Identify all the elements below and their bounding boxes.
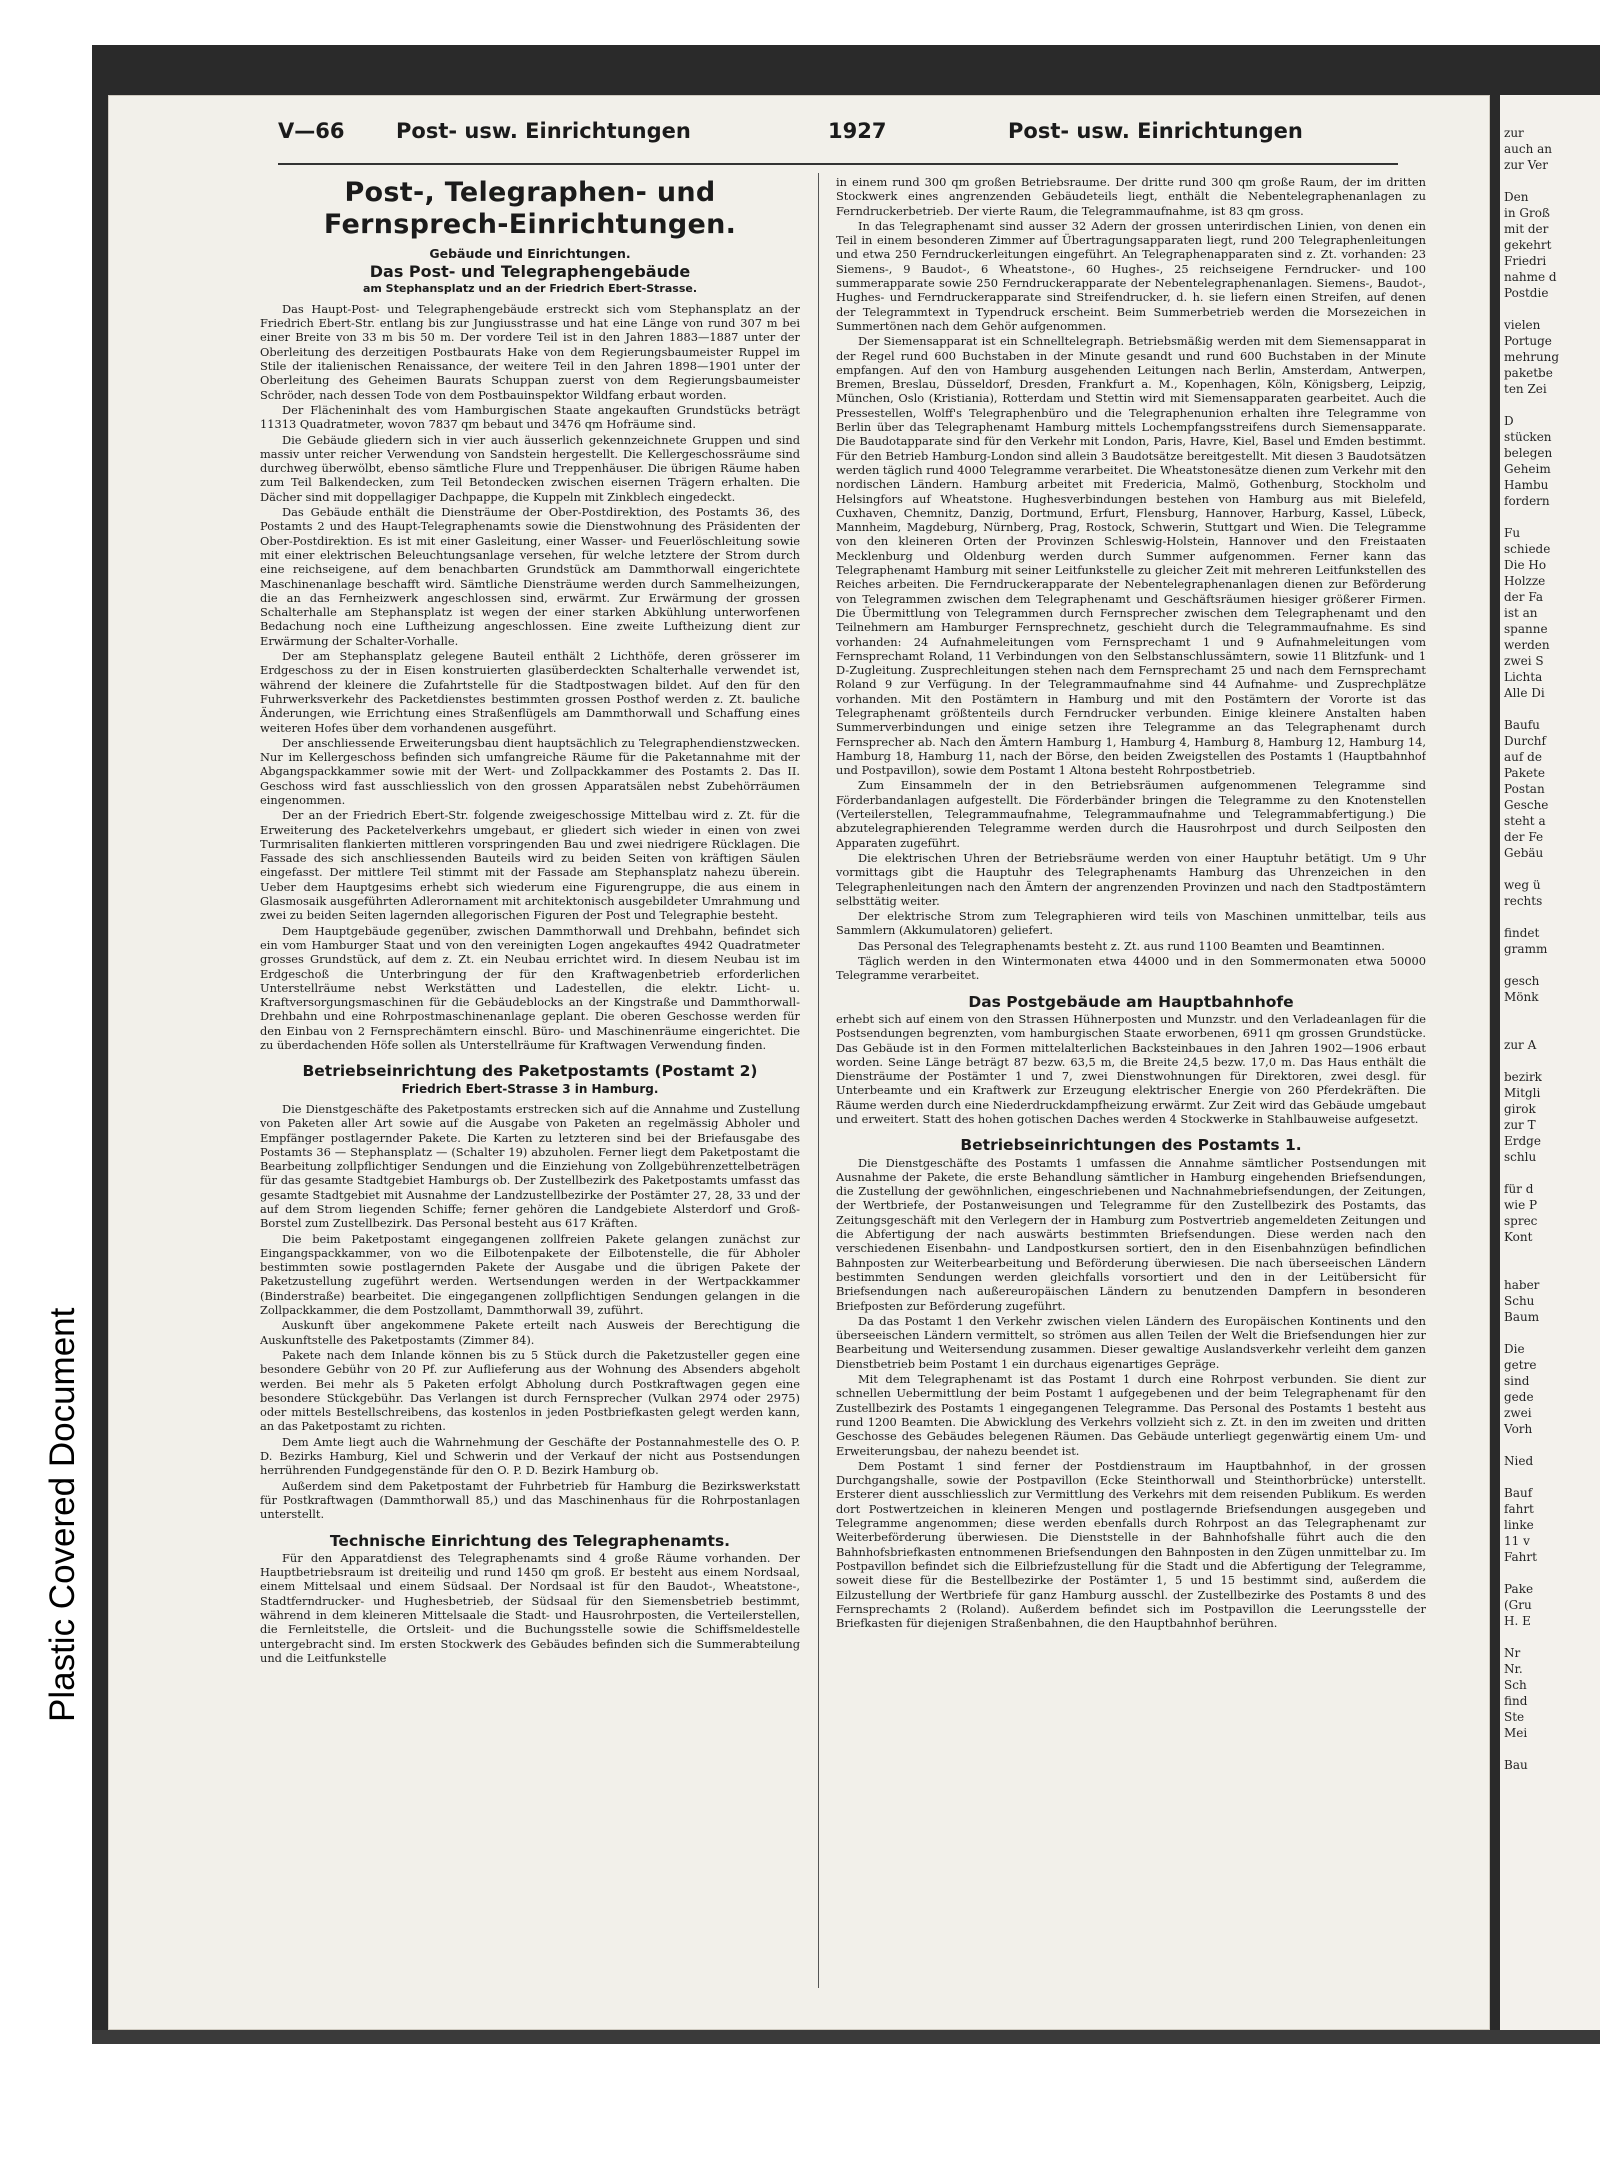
neighbor-page-fragment: haber	[1504, 1278, 1540, 1292]
header-rule	[278, 163, 1398, 165]
neighbor-page-fragment	[1500, 909, 1600, 925]
neighbor-page-fragment: Bau	[1504, 1758, 1528, 1772]
neighbor-page-fragment: rechts	[1504, 894, 1543, 908]
neighbor-page-fragment: Ste	[1504, 1710, 1525, 1724]
neighbor-page-fragment	[1500, 1629, 1600, 1645]
neighbor-page-fragment: zwei S	[1504, 654, 1544, 668]
neighbor-page-fragment: weg ü	[1504, 878, 1541, 892]
neighbor-page-fragment: belegen	[1504, 446, 1553, 460]
neighbor-page-fragment	[1500, 1005, 1600, 1021]
neighbor-page-fragment: Fahrt	[1504, 1550, 1537, 1564]
neighbor-page-fragment: Durchf	[1504, 734, 1546, 748]
neighbor-page-fragment: sind	[1504, 1374, 1530, 1388]
paragraph: Das Personal des Telegraphenamts besteht z. Zt. aus rund 1100 Beamten und Beamtinnen.	[858, 938, 1385, 953]
neighbor-page-fragment: schlu	[1504, 1150, 1537, 1164]
neighbor-page-fragment: steht a	[1504, 814, 1546, 828]
paragraph: Der anschliessende Erweiterungsbau dient hauptsächlich zu Telegraphendienstzwecken. Nur im Kellergeschoss befinden sich umfangreiche Räume für die Paketannahme mit der Abgangspackkammer sowie mit der Wert- und Zollpackkammer des Postamts 2. Das II. Geschoss wird fast ausschliesslich von den grossen Apparatsälen nebst Zubehörräumen eingenommen.	[260, 735, 800, 807]
neighbor-page-fragment: ten Zei	[1504, 382, 1547, 396]
neighbor-page-fragment: der Fa	[1504, 590, 1543, 604]
neighbor-page-fragment: Den	[1504, 190, 1529, 204]
bahnhof-section-heading: Das Postgebäude am Hauptbahnhofe	[968, 992, 1294, 1011]
neighbor-page-fragment: zur	[1504, 126, 1524, 140]
neighbor-page-fragment: Die Ho	[1504, 558, 1547, 572]
neighbor-page-fragment: Kont	[1504, 1230, 1533, 1244]
building-heading: Das Post- und Telegraphengebäude	[369, 262, 691, 282]
neighbor-page-fragment: Hambu	[1504, 478, 1549, 492]
neighbor-page-fragment	[1500, 1741, 1600, 1757]
right-column	[836, 175, 1426, 1985]
neighbor-page-fragment	[1500, 861, 1600, 877]
neighbor-page-fragment	[1500, 1053, 1600, 1069]
neighbor-page-fragment	[1500, 301, 1600, 317]
neighbor-page-fragment: Pake	[1504, 1582, 1534, 1596]
paragraph: Der elektrische Strom zum Telegraphieren wird teils von Maschinen unmittelbar, teils aus Sammlern (Akkumulatoren) geliefert.	[836, 909, 1426, 938]
paragraph: Für den Apparatdienst des Telegraphenamts sind 4 große Räume vorhanden. Der Hauptbetriebsraum ist dreiteilig und rund 1450 qm groß. Er besteht aus einem Nordsaal, einem Mittelsaal und einem Südsaal. Der Nordsaal ist für den Baudot-, Wheatstone-, Stadtferndrucker- und Hughesbetrieb, der Südsaal für den Siemensbetrieb bestimmt, während in dem kleineren Mittelsaale die Stadt- und Hausrohrposten, die Verteilerstellen, die Fernleitstelle, die Ortsleit- und die Buchungsstelle sowie die Schiffsmeldestelle untergebracht sind. Im ersten Stockwerk des Gebäudes befinden sich die Summerabteilung und die Leitfunkstelle	[260, 1550, 800, 1665]
neighbor-page-fragment: bezirk	[1504, 1070, 1542, 1084]
running-title-right: Post- usw. Einrichtungen	[1008, 119, 1303, 143]
neighbor-page-fragment: Holzze	[1504, 574, 1546, 588]
neighbor-page-fragment: gesch	[1504, 974, 1540, 988]
neighbor-page-fragment: zwei	[1504, 1406, 1532, 1420]
neighbor-page-fragment: Alle Di	[1504, 686, 1545, 700]
neighbor-page-fragment	[1500, 509, 1600, 525]
neighbor-page-fragment: Fu	[1504, 526, 1521, 540]
neighbor-page-fragment: mehrung	[1504, 350, 1560, 364]
postamt1-section-heading: Betriebseinrichtungen des Postamts 1.	[960, 1136, 1302, 1155]
paket-section-heading: Betriebseinrichtung des Paketpostamts (Postamt 2)	[302, 1062, 758, 1081]
neighbor-page-fragment: findet	[1504, 926, 1540, 940]
neighbor-page-fragment: stücken	[1504, 430, 1552, 444]
neighbor-page-fragment: girok	[1504, 1102, 1536, 1116]
neighbor-page-fragment: linke	[1504, 1518, 1534, 1532]
paket-section-subheading: Friedrich Ebert-Strasse 3 in Hamburg.	[401, 1081, 659, 1096]
neighbor-page-fragment: auch an	[1504, 142, 1553, 156]
neighbor-page-fragment: der Fe	[1504, 830, 1544, 844]
paragraph: Die beim Paketpostamt eingegangenen zollfreien Pakete gelangen zunächst zur Eingangspackkammer, von wo die Eilbotenpakete der Eilbotenstelle, die für Abholer bestimmten sowie postlagernden Pakete der Ausgabe und die übrigen Pakete der Paketzustellung zugeführt werden. Wertsendungen werden in der Wertpackkammer (Binderstraße) bearbeitet. Die eingegangenen zollpflichtigen Sendungen gelangen in die Zollpackkammer, die dem Postzollamt, Dammthorwall 39, zuführt.	[260, 1231, 800, 1318]
paragraph: Das Haupt-Post- und Telegraphengebäude erstreckt sich vom Stephansplatz an der Friedrich Ebert-Str. entlang bis zur Jungiusstrasse und hat eine Länge von rund 307 m bei einer Breite von 33 m bis 50 m. Der vordere Teil ist in den Jahren 1883—1887 unter der Oberleitung des derzeitigen Postbaurats Hake von dem Regierungsbaumeister Ruppel im Stile der italienischen Renaissance, der weitere Teil in den Jahren 1898—1901 unter der Oberleitung des Geheimen Baurats Schuppan zuerst von dem Regierungsbaumeister Schröder, nach dessen Tode von dem Postbauinspektor Wildfang erbaut worden.	[260, 301, 800, 402]
neighbor-page-fragment: Nied	[1504, 1454, 1534, 1468]
neighbor-page-fragment: nahme d	[1504, 270, 1557, 284]
neighbor-page-fragment: sprec	[1504, 1214, 1538, 1228]
neighbor-page-fragment: fordern	[1504, 494, 1550, 508]
neighbor-page-fragment: schiede	[1504, 542, 1551, 556]
neighbor-page-fragment: in Groß	[1504, 206, 1550, 220]
paragraph: Zum Einsammeln der in den Betriebsräumen aufgenommenen Telegramme sind Förderbandanlagen aufgestellt. Die Förderbänder bringen die Telegramme zu den Knotenstellen (Verteilerstellen, Telegrammaufnahme, Telegrammaufnahme und Telegrammabfertigung.) Die abzutelegraphierenden Telegramme werden durch die Hausrohrpost und durch Seilposten den Apparaten zugeführt.	[836, 778, 1426, 850]
neighbor-page-fragment: Baufu	[1504, 718, 1540, 732]
scanner-bottom-edge	[92, 2030, 1600, 2044]
neighbor-page-fragment: auf de	[1504, 750, 1542, 764]
neighbor-page-fragment: Postan	[1504, 782, 1545, 796]
neighbor-page-fragment	[1500, 1437, 1600, 1453]
column-divider	[818, 173, 819, 1988]
paragraph: erhebt sich auf einem von den Strassen Hühnerposten und Munzstr. und den Verladeanlagen für die Postsendungen begrenzten, vom hamburgischen Staate erworbenen, 6911 qm grossen Grundstücke. Das Gebäude ist in den Formen mittelalterlichen Backsteinbaues in den Jahren 1902—1906 erbaut worden. Seine Länge beträgt 87 bezw. 63,5 m, die Breite 24,5 bezw. 17,0 m. Das Haus enthält die Diensträume der Postämter 1 und 7, zwei Dienstwohnungen für Direktoren, zwei desgl. für Unterbeamte und ein Kraftwerk zur Erzeugung elektrischer Energie von 260 Pferdekräften. Die Räume werden durch eine Niederdruckdampfheizung erwärmt. Zur Zeit wird das Gebäude umgebaut und erweitert. Statt des hohen gotischen Daches werden 4 Stockwerke in Stahlbauweise aufgesetzt.	[836, 1011, 1426, 1126]
paragraph: In das Telegraphenamt sind ausser 32 Adern der grossen unterirdischen Linien, von denen ein Teil in einem besonderen Zimmer auf Übertragungsapparaten liegt, rund 200 Telegraphenleitungen und etwa 250 Ferndruckerleitungen eingeführt. An Telegraphenapparaten sind z. Zt. vorhanden: 23 Siemens-, 9 Baudot-, 6 Wheatstone-, 60 Hughes-, 25 reichseigene Ferndrucker- und 100 summerapparate sowie 250 Ferndruckerapparate der Nebentelegraphenanlagen. Siemens-, Baudot-, Hughes- und Ferndruckerapparate sind Streifendrucker, d. h. sie liefern einen Streifen, auf denen der Telegrammtext in Typendruck erscheint. Beim Summerbetrieb werden die Morsezeichen in Summertönen nach dem Gehör aufgenommen.	[836, 218, 1426, 333]
left-column	[260, 175, 800, 1985]
neighbor-page-fragment: Vorh	[1504, 1422, 1533, 1436]
paragraph: Der am Stephansplatz gelegene Bauteil enthält 2 Lichthöfe, deren grösserer im Erdgeschoss zu der in Eisen konstruierten glasüberdeckten Schalterhalle verwendet ist, während der kleinere die Zufahrtstelle für die Stadtpostwagen bildet. Auf den für den Fuhrwerksverkehr des Packetdienstes bestimmten grossen Posthof werden z. Zt. bauliche Änderungen, wie Errichtung eines Straßenflügels am Dammthorwall und Schaffung eines weiteren Hofes über dem vorhandenen ausgeführt.	[260, 649, 800, 735]
neighbor-page-fragment	[1500, 1165, 1600, 1181]
neighbor-page-fragment: Lichta	[1504, 670, 1543, 684]
paragraph: Außerdem sind dem Paketpostamt der Fuhrbetrieb für Hamburg die Bezirkswerkstatt für Postkraftwagen (Dammthorwall 85,) und das Maschinenhaus für die Rohrpostanlagen unterstellt.	[260, 1478, 800, 1522]
running-title-left: Post- usw. Einrichtungen	[396, 119, 691, 143]
paragraph: Die Gebäude gliedern sich in vier auch äusserlich gekennzeichnete Gruppen und sind massiv unter reicher Verwendung von Sandstein hergestellt. Die Kellergeschossräume sind durchweg überwölbt, ebenso sämtliche Flure und Treppenhäuser. Die übrigen Räume haben zum Teil Balkendecken, zum Teil Betondecken zwischen eisernen Trägern erhalten. Die Dächer sind mit doppellagiger Dachpappe, die Kuppeln mit Zinkblech eingedeckt.	[260, 432, 800, 504]
neighbor-page-fragment: vielen	[1504, 318, 1541, 332]
neighbor-page-fragment: mit der	[1504, 222, 1549, 236]
neighbor-page-fragment: ist an	[1504, 606, 1538, 620]
paragraph: Die Dienstgeschäfte des Paketpostamts erstrecken sich auf die Annahme und Zustellung von Paketen aller Art sowie auf die Ausgabe von Paketen an regelmässig Abholer und Empfänger postlagernder Pakete. Die Karten zu letzteren sind bei der Briefausgabe des Postamts 36 — Stephansplatz — (Schalter 19) abzuholen. Ferner liegt dem Paketpostamt die Bearbeitung zollpflichtiger Sendungen und die Einziehung von Zollgebührenzettelbeträgen für das gesamte Stadtgebiet Hamburgs ob. Der Zustellbezirk des Paketpostamts umfasst das gesamte Stadtgebiet mit Ausnahme der Landzustellbezirke der Postämter 27, 28, 33 und der auf dem Strom liegenden Schiffe; ferner gehören die Landgebiete Alsterdorf und Groß-Borstel zum Zustellbezirk. Das Personal besteht aus 617 Kräften.	[260, 1101, 800, 1231]
neighbor-page-fragment: Bauf	[1504, 1486, 1533, 1500]
neighbor-page-fragment: Schu	[1504, 1294, 1535, 1308]
neighbor-page-fragment: spanne	[1504, 622, 1548, 636]
year-heading: 1927	[828, 119, 887, 143]
neighbor-page-fragment: wie P	[1504, 1198, 1538, 1212]
paragraph: Pakete nach dem Inlande können bis zu 5 Stück durch die Paketzusteller gegen eine besondere Gebühr von 20 Pf. zur Auflieferung aus der Wohnung des Absenders abgeholt werden. Bei mehr als 5 Paketen erfolgt Abholung durch Postkraftwagen gegen eine besondere Stückgebühr. Das Verlangen ist durch Fernsprecher (Vulkan 2974 oder 2975) oder mittels Bestellschreibens, das kostenlos in jeden Postbriefkasten gelegt werden kann, an das Paketpostamt zu richten.	[260, 1347, 800, 1434]
neighbor-page-fragment	[1500, 173, 1600, 189]
neighbor-page-fragment: Geheim	[1504, 462, 1551, 476]
paragraph: Mit dem Telegraphenamt ist das Postamt 1 durch eine Rohrpost verbunden. Sie dient zur schnellen Uebermittlung der beim Postamt 1 aufgegebenen und der beim Telegraphenamt für den Zustellbezirk des Postamts 1 eingegangenen Telegramme. Das Personal des Postamts 1 besteht aus rund 1200 Beamten. Die Abwicklung des Verkehrs vollzieht sich z. Zt. in den im zweiten und dritten Geschosse des Gebäudes belegenen Räumen. Das Gebäude unterliegt gegenwärtig einem Um- und Erweiterungsbau, der nahezu beendet ist.	[836, 1372, 1426, 1458]
neighbor-page-fragment: (Gru	[1504, 1598, 1532, 1612]
neighbor-page-fragment	[1500, 701, 1600, 717]
neighbor-page-fragment: für d	[1504, 1182, 1534, 1196]
paragraph: Die elektrischen Uhren der Betriebsräume werden von einer Hauptuhr betätigt. Um 9 Uhr vormittags gibt die Hauptuhr des Telegraphenamts Hamburg das Uhrenzeichen in den Telegraphenleitungen nach den Ämtern der angrenzenden Provinzen und nach den Stadtpostämtern selbsttätig weiter.	[836, 850, 1426, 908]
neighbor-page-fragment: Mei	[1504, 1726, 1528, 1740]
neighbor-page-fragment: Nr.	[1504, 1662, 1523, 1676]
paragraph: Dem Amte liegt auch die Wahrnehmung der Geschäfte der Postannahmestelle des O. P. D. Bezirks Hamburg, Kiel und Schwerin und der Verkauf der nicht aus Postsendungen herrührenden Fundgegenstände für den O. P. D. Bezirk Hamburg ob.	[260, 1434, 800, 1478]
neighbor-page-fragment: Sch	[1504, 1678, 1527, 1692]
document-page	[108, 95, 1490, 2030]
neighbor-page-fragment: Gebäu	[1504, 846, 1544, 860]
neighbor-page-fragment: zur A	[1504, 1038, 1537, 1052]
neighbor-page-fragment: werden	[1504, 638, 1550, 652]
paragraph: Auskunft über angekommene Pakete erteilt nach Ausweis der Berechtigung die Auskunftstelle des Paketpostamts (Zimmer 84).	[260, 1318, 800, 1347]
neighbor-page-fragment: D	[1504, 414, 1514, 428]
neighbor-page-fragment: zur Ver	[1504, 158, 1549, 172]
neighbor-page-fragment	[1500, 1245, 1600, 1261]
paragraph: Das Gebäude enthält die Diensträume der Ober-Postdirektion, des Postamts 36, des Postamts 2 und des Haupt-Telegraphenamts sowie die Dienstwohnung des Präsidenten der Ober-Postdirektion. Es ist mit einer Gasleitung, einer Wasser- und Feuerlöschleitung sowie mit einer elektrischen Beleuchtungsanlage versehen, für welche letztere der Strom durch eine reichseigene, auf dem benachbarten Grundstück am Dammthorwall eingerichtete Maschinenanlage beschafft wird. Sämtliche Diensträume werden durch Sammelheizungen, die an das Fernheizwerk angeschlossen sind, erwärmt. Zur Erwärmung der grossen Schalterhalle am Stephansplatz ist wegen der einer starken Abkühlung unterworfenen Bedachung noch eine Luftheizung angeschlossen. Eine zweite Luftheizung dient zur Erwärmung der Schalter-Vorhalle.	[260, 505, 800, 648]
neighbor-page-fragment: gramm	[1504, 942, 1548, 956]
neighbor-page-strip	[1500, 95, 1600, 2030]
neighbor-page-fragment	[1500, 1565, 1600, 1581]
main-title-line-1: Post-, Telegraphen- und	[344, 177, 716, 208]
neighbor-page-fragment: Erdge	[1504, 1134, 1541, 1148]
neighbor-page-fragment: H. E	[1504, 1614, 1531, 1628]
neighbor-page-fragment: Mitgli	[1504, 1086, 1541, 1100]
neighbor-page-fragment: Pakete	[1504, 766, 1545, 780]
tech-section-heading: Technische Einrichtung des Telegraphenamts.	[329, 1531, 731, 1550]
plastic-covered-label: Plastic Covered Document	[43, 1307, 82, 1722]
neighbor-page-fragment: getre	[1504, 1358, 1537, 1372]
building-subheading: am Stephansplatz und an der Friedrich Ebert-Strasse.	[362, 281, 698, 295]
paragraph: Der Flächeninhalt des vom Hamburgischen Staate angekauften Grundstücks beträgt 11313 Quadratmeter, wovon 7837 qm bebaut und 3476 qm Hofräume sind.	[260, 402, 800, 432]
neighbor-page-fragment	[1500, 1261, 1600, 1277]
neighbor-page-fragment: Friedri	[1504, 254, 1547, 268]
neighbor-page-fragment: gekehrt	[1504, 238, 1552, 252]
neighbor-page-fragment: zur T	[1504, 1118, 1536, 1132]
running-head	[108, 115, 1490, 151]
neighbor-page-fragment	[1500, 397, 1600, 413]
neighbor-page-fragment: Baum	[1504, 1310, 1540, 1324]
page-number: V—66	[278, 119, 345, 143]
paragraph: Der an der Friedrich Ebert-Str. folgende zweigeschossige Mittelbau wird z. Zt. für die Erweiterung des Packetelverkehrs umgebaut, er gliedert sich wieder in einen von zwei Turmrisaliten flankierten mittleren vorspringenden Bau und zwei niedrigere Rücklagen. Die Fassade des sich anschliessenden Bauteils wird zu beiden Seiten von kräftigen Säulen eingefasst. Der mittlere Teil stimmt mit der Fassade am Stephansplatz nahezu überein. Ueber dem Hauptgesims erhebt sich wiederum eine Figurengruppe, die aus einem in Glasmosaik ausgeführten Adlerornament mit architektonisch ausgebildeter Umrahmung und zwei zu beiden Seiten lagernden allegorischen Figuren der Post und Telegraphie besteht.	[260, 808, 800, 923]
neighbor-page-fragment: Portuge	[1504, 334, 1552, 348]
neighbor-page-text	[1500, 95, 1600, 1773]
neighbor-page-fragment: find	[1504, 1694, 1528, 1708]
subtitle: Gebäude und Einrichtungen.	[429, 246, 631, 261]
neighbor-page-fragment: Gesche	[1504, 798, 1549, 812]
neighbor-page-fragment: fahrt	[1504, 1502, 1534, 1516]
neighbor-page-fragment: paketbe	[1504, 366, 1553, 380]
neighbor-page-fragment: Mönk	[1504, 990, 1539, 1004]
paragraph: Dem Postamt 1 sind ferner der Postdienstraum im Hauptbahnhof, in der grossen Durchgangshalle, sowie der Postpavillon (Ecke Steinthorwall und Steinthorbrücke) unterstellt. Ersterer dient ausschliesslich zur Vermittlung des Verkehrs mit dem reisenden Publikum. Es werden dort Postwertzeichen in kleineren Mengen und postlagernde Briefsendungen ausgegeben und Telegramme angenommen; diese werden ebenfalls durch Rohrpost an das Telegraphenamt zur Weiterbeförderung überwiesen. Die Dienststelle in der Bahnhofshalle führt auch die den Bahnhofsbriefkasten entnommenen Briefsendungen den Bahnposten in den Zügen unmittelbar zu. Im Postpavillon befindet sich die Eilbriefzustellung für die Stadt und die Abfertigung der Telegramme, soweit diese für die Bestellbezirke der Postämter 1, 5 und 15 bestimmt sind, außerdem die Eilzustellung der Wertbriefe für ganz Hamburg ausschl. der Zustellbezirke des Postamts 8 und des Fernsprechamts 2 (Roland). Außerdem befindet sich im Postpavillon die Leerungsstelle der Briefkasten für diejenigen Straßenbahnen, die den Hauptbahnhof berühren.	[836, 1458, 1426, 1631]
main-title	[260, 177, 800, 241]
neighbor-page-fragment	[1500, 1325, 1600, 1341]
neighbor-page-fragment: Nr	[1504, 1646, 1521, 1660]
paragraph: Dem Hauptgebäude gegenüber, zwischen Dammthorwall und Drehbahn, befindet sich ein vom Hamburger Staat und von den vereinigten Logen angekauftes 4942 Quadratmeter grosses Grundstück, auf dem z. Zt. ein Neubau errichtet wird. In diesem Neubau ist im Erdgeschoß die Unterbringung der für den Kraftwagenbetrieb erforderlichen Unterstellräume nebst Werkstätten und Ladestellen, die elektr. Licht- u. Kraftversorgungsmaschinen für die Gebäudeblocks an der Kingstraße und Dammthorwall-Drehbahn und eine Rohrpostmaschinenanlage geplant. Die oberen Geschosse werden für den Einbau von 2 Fernsprechämtern einschl. Büro- und Maschinenräume eingerichtet. Die zu überdachenden Höfe sollen als Unterstellräume für Kraftwagen Verwendung finden.	[260, 923, 800, 1053]
paragraph: Die Dienstgeschäfte des Postamts 1 umfassen die Annahme sämtlicher Postsendungen mit Ausnahme der Pakete, die erste Behandlung sämtlicher in Hamburg eingehenden Briefsendungen, die Zustellung der gewöhnlichen, eingeschriebenen und Nachnahmebriefsendungen, der Zeitungen, der Wertbriefe, der Postanweisungen und Telegramme für den Zustellbezirk des Postamts, das Zeitungsgeschäft mit den Verlegern der in Hamburg zum Postvertrieb angemeldeten Zeitungen und die Abfertigung der nach auswärts bestimmten Briefsendungen. Diese werden nach den verschiedenen Eisenbahn- und Landpostkursen sortiert, den in den Eisenbahnzügen befindlichen Bahnposten zur Weiterbearbeitung und Beförderung überwiesen. Die nach überseeischen Ländern bestimmten Sendungen werden gleichfalls vorsortiert und den in der Leitübersicht für Briefsendungen nach außereuropäischen Ländern zu benutzenden Dampfern in besonderen Briefposten zur Beförderung zugeführt.	[836, 1155, 1426, 1313]
paragraph: in einem rund 300 qm großen Betriebsraume. Der dritte rund 300 qm große Raum, der im dritten Stockwerk eines angrenzenden Gebäudeteils liegt, enthält die Nebentelegraphenanlagen zu Ferndruckerbetrieb. Der vierte Raum, die Telegrammaufnahme, ist 83 qm gross.	[836, 175, 1426, 218]
neighbor-page-fragment: gede	[1504, 1390, 1534, 1404]
paragraph: Da das Postamt 1 den Verkehr zwischen vielen Ländern des Europäischen Kontinents und den überseeischen Ländern vermittelt, so strömen aus allen Teilen der Welt die Briefsendungen hier zur Bearbeitung und Weitersendung zusammen. Dieser gewaltige Auslandsverkehr verleiht dem ganzen Dienstbetrieb beim Postamt 1 ein durchaus eigenartiges Gepräge.	[836, 1313, 1426, 1371]
neighbor-page-fragment	[1500, 1469, 1600, 1485]
neighbor-page-fragment	[1500, 957, 1600, 973]
neighbor-page-fragment: 11 v	[1504, 1534, 1530, 1548]
neighbor-page-fragment: Postdie	[1504, 286, 1549, 300]
neighbor-page-fragment: Die	[1504, 1342, 1525, 1356]
paragraph: Der Siemensapparat ist ein Schnelltelegraph. Betriebsmäßig werden mit dem Siemensapparat in der Regel rund 600 Buchstaben in der Minute gesandt und rund 600 Buchstaben in der Minute empfangen. Auf den von Hamburg ausgehenden Leitungen nach Berlin, Amsterdam, Antwerpen, Bremen, Breslau, Düsseldorf, Dresden, Frankfurt a. M., Kopenhagen, Köln, Königsberg, Leipzig, München, Oslo (Kristiania), Rotterdam und Stettin wird mit Siemensapparaten gearbeitet. Auch die Pressestellen, Wolff's Telegraphenbüro und die Telegraphenunion erhalten ihre Telegramme von Berlin über das Telegraphenamt Hamburg mittels Lochempfangsstreifens durch Siemensapparate. Die Baudotapparate sind für den Verkehr mit London, Paris, Havre, Kiel, Basel und Emden bestimmt. Für den Betrieb Hamburg-London sind allein 3 Baudotsätze bereitgestellt. Mit diesen 3 Baudotsätzen werden täglich rund 4000 Telegramme verarbeitet. Die Wheatstonesätze dienen zum Verkehr mit den nordischen Ländern. Hamburg arbeitet mit Fredericia, Malmö, Gothenburg, Stockholm und Helsingfors auf Wheatstone. Hughesverbindungen bestehen von Hamburg aus mit Bielefeld, Cuxhaven, Chemnitz, Danzig, Dortmund, Erfurt, Flensburg, Hannover, Harburg, Kassel, Lübeck, Mannheim, Magdeburg, Nürnberg, Prag, Rostock, Schwerin, Stuttgart und Wien. Die Telegramme von den kleineren Orten der Provinzen Schleswig-Holstein, Hannover und den Freistaaten Mecklenburg und Oldenburg werden durch Summer aufgenommen. Ferner kann das Telegraphenamt Hamburg mit seiner Leitfunkstelle zu gleicher Zeit mit mehreren Leitfunkstellen des Reiches arbeiten. Die Ferndruckerapparate der Nebentelegraphenanlagen dienen zur Beförderung von Telegrammen zwischen dem Telegraphenamt und Geschäftsräumen hiesiger größerer Firmen. Die Übermittlung von Telegrammen durch Fernsprecher zwischen dem Telegraphenamt und den Teilnehmern am Hamburger Fernsprechnetz, geschieht durch die Telegrammaufnahme. Es sind vorhanden: 24 Aufnahmeleitungen vom Fernsprechamt 1 und 9 Aufnahmeleitungen vom Fernsprechamt Roland, 11 Verbindungen von den Selbstanschlussämtern, sowie 11 Blitzfunk- und 1 D-Zugleitung. Zusprechleitungen stehen nach dem Fernsprechamt 25 und nach dem Fernsprechamt Roland 9 zur Verfügung. In der Telegrammaufnahme sind 44 Aufnahme- und Zusprechplätze vorhanden. Mit den Postämtern in Hamburg und mit den Postämtern der Vororte ist das Telegraphenamt größtenteils durch Ferndrucker verbunden. Einige kleinere Anstalten haben Summerverbindungen und einige setzen ihre Telegramme an das Telegraphenamt durch Fernsprecher ab. Nach den Ämtern Hamburg 1, Hamburg 4, Hamburg 8, Hamburg 12, Hamburg 14, Hamburg 18, Hamburg 11, nach der Börse, den beiden Zweigstellen des Postamts 1 (Hauptbahnhof und Postpavillon), sowie dem Postamt 1 Altona besteht Rohrpostbetrieb.	[836, 334, 1426, 778]
main-title-line-2: Fernsprech-Einrichtungen.	[323, 209, 737, 240]
paragraph: Täglich werden in den Wintermonaten etwa 44000 und in den Sommermonaten etwa 50000 Telegramme verarbeitet.	[836, 954, 1426, 983]
neighbor-page-fragment	[1500, 1021, 1600, 1037]
